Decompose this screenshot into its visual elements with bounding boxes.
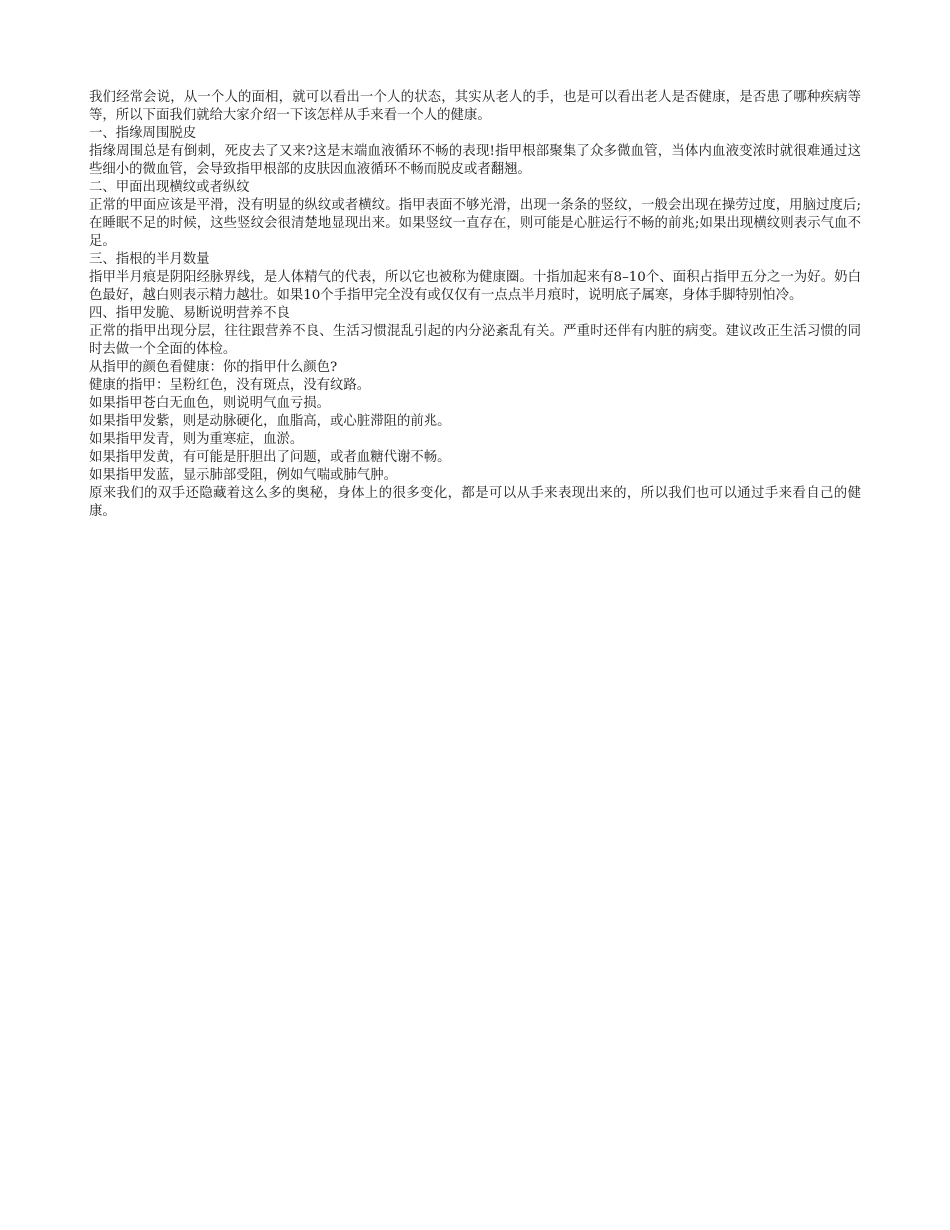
nail-color-item: 如果指甲发黄，有可能是肝胆出了问题，或者血糖代谢不畅。 (89, 450, 451, 465)
section-2-paragraph: 正常的甲面应该是平滑，没有明显的纵纹或者横纹。指甲表面不够光滑，出现一条条的竖纹，一般会出现在操劳过度，用脑过度后;在睡眠不足的时候，这些竖纹会很清楚地显现出来。如果竖纹一直存在，则可能是心脏运行不畅的前兆;如果出现横纹则表示气血不足。 (89, 198, 861, 249)
conclusion-paragraph: 原来我们的双手还隐藏着这么多的奥秘，身体上的很多变化，都是可以从手来表现出来的，所以我们也可以通过手来看自己的健康。 (89, 486, 861, 519)
intro-paragraph: 我们经常会说，从一个人的面相，就可以看出一个人的状态，其实从老人的手，也是可以看出老人是否健康，是否患了哪种疾病等等，所以下面我们就给大家介绍一下该怎样从手来看一个人的健康。 (89, 90, 861, 123)
nail-color-item: 健康的指甲：呈粉红色，没有斑点，没有纹路。 (89, 378, 371, 393)
section-2-heading: 二、甲面出现横纹或者纵纹 (89, 180, 250, 195)
section-3-heading: 三、指根的半月数量 (89, 252, 210, 267)
section-4-paragraph: 正常的指甲出现分层，往往跟营养不良、生活习惯混乱引起的内分泌紊乱有关。严重时还伴有内脏的病变。建议改正生活习惯的同时去做一个全面的体检。 (89, 324, 861, 357)
nail-color-item: 如果指甲发蓝，显示肺部受阻，例如气喘或肺气肿。 (89, 468, 397, 483)
article-body (89, 89, 861, 521)
nail-color-item: 如果指甲苍白无血色，则说明气血亏损。 (89, 396, 331, 411)
nail-color-heading: 从指甲的颜色看健康：你的指甲什么颜色? (89, 360, 338, 375)
section-1-paragraph: 指缘周围总是有倒刺，死皮去了又来?这是末端血液循环不畅的表现!指甲根部聚集了众多微血管，当体内血液变浓时就很难通过这些细小的微血管，会导致指甲根部的皮肤因血液循环不畅而脱皮或者翻翘。 (89, 144, 861, 177)
section-3-paragraph: 指甲半月痕是阴阳经脉界线，是人体精气的代表，所以它也被称为健康圈。十指加起来有8–10个、面积占指甲五分之一为好。奶白色最好，越白则表示精力越壮。如果10个手指甲完全没有或仅仅有一点点半月痕时，说明底子属寒，身体手脚特别怕冷。 (89, 270, 861, 303)
nail-color-item: 如果指甲发紫，则是动脉硬化，血脂高，或心脏滞阻的前兆。 (89, 414, 451, 429)
section-4-heading: 四、指甲发脆、易断说明营养不良 (89, 306, 290, 321)
nail-color-item: 如果指甲发青，则为重寒症，血淤。 (89, 432, 304, 447)
section-1-heading: 一、指缘周围脱皮 (89, 126, 197, 141)
